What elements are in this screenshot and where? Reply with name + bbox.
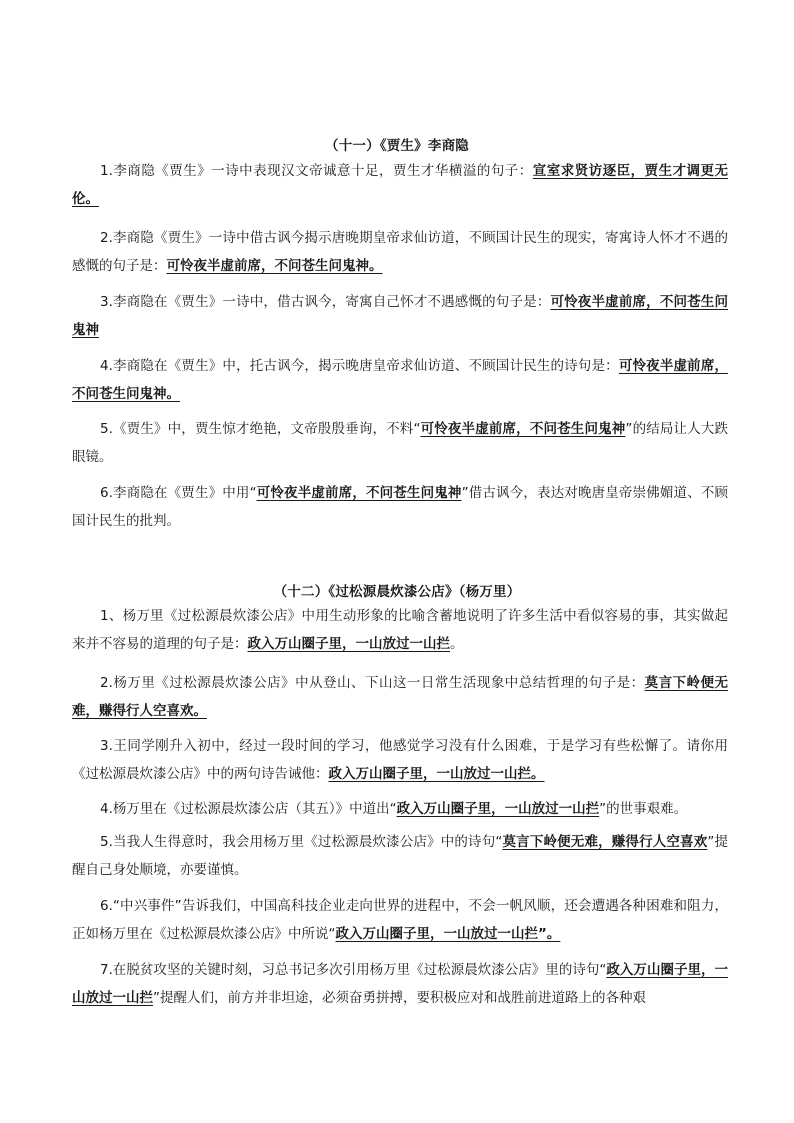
answer-text: 宣室求贤访逐臣，贾生才调更无伦。 [72, 163, 729, 207]
section-title-guosongyuan: （十二）《过松源晨炊漆公店》（杨万里） [273, 584, 521, 600]
question-item: 6.“中兴事件”告诉我们，中国高科技企业走向世界的进程中，不会一帆风顺，还会遭遇各种困难和阻力，正如杨万里在《过松源晨炊漆公店》中所说“政入万山圈子里，一山放过一山拦”。 [72, 898, 728, 942]
answer-text: 莫言下岭便无难，赚得行人空喜欢。 [72, 675, 728, 719]
question-item: 3.王同学刚升入初中，经过一段时间的学习，他感觉学习没有什么困难，于是学习有些松懈了。请你用《过松源晨炊漆公店》中的两句诗告诫他：政入万山圈子里，一山放过一山拦。 [72, 738, 728, 782]
question-item: 4.李商隐在《贾生》中，托古讽今，揭示晚唐皇帝求仙访道、不顾国计民生的诗句是：可怜夜半虚前席，不问苍生问鬼神。 [72, 358, 728, 402]
answer-text: 可怜夜半虚前席，不问苍生问鬼神。 [166, 257, 383, 274]
question-item: 6.李商隐在《贾生》中用“可怜夜半虚前席，不问苍生问鬼神”借古讽今，表达对晚唐皇帝崇佛媚道、不顾国计民生的批判。 [72, 485, 728, 529]
answer-text: 可怜夜半虚前席，不问苍生问鬼神 [72, 294, 728, 338]
question-item: 7.在脱贫攻坚的关键时刻，习总书记多次引用杨万里《过松源晨炊漆公店》里的诗句“政入万山圈子里，一山放过一山拦”提醒人们，前方并非坦途，必须奋勇拼搏，要积极应对和战胜前进道路上的各种艰 [72, 962, 729, 1006]
answer-text: 政入万山圈子里，一山放过一山拦 [247, 635, 450, 652]
question-item: 2.杨万里《过松源晨炊漆公店》中从登山、下山这一日常生活现象中总结哲理的句子是：莫言下岭便无难，赚得行人空喜欢。 [72, 675, 728, 719]
answer-text: 可怜夜半虚前席，不问苍生问鬼神。 [72, 358, 728, 402]
section-title-jiasheng: （十一）《贾生》李商隐 [325, 138, 469, 154]
question-item: 3.李商隐在《贾生》一诗中，借古讽今，寄寓自己怀才不遇感慨的句子是：可怜夜半虚前席，不问苍生问鬼神 [72, 294, 728, 338]
question-item: 5.《贾生》中，贾生惊才绝艳，文帝殷殷垂询，不料“可怜夜半虚前席，不问苍生问鬼神”的结局让人大跌眼镜。 [72, 421, 729, 465]
answer-text: 可怜夜半虚前席，不问苍生问鬼神 [420, 421, 626, 437]
question-item: 5.当我人生得意时，我会用杨万里《过松源晨炊漆公店》中的诗句“莫言下岭便无难，赚得行人空喜欢”提醒自己身处顺境，亦要谨慎。 [72, 834, 729, 878]
answer-text: 政入万山圈子里，一山放过一山拦 [396, 801, 600, 817]
question-item: 1.李商隐《贾生》一诗中表现汉文帝诚意十足，贾生才华横溢的句子：宣室求贤访逐臣，贾生才调更无伦。 [72, 163, 729, 207]
question-item: 4.杨万里在《过松源晨炊漆公店（其五）》中道出“政入万山圈子里，一山放过一山拦”的世事艰难。 [100, 801, 688, 817]
answer-text: 莫言下岭便无难，赚得行人空喜欢 [502, 834, 708, 850]
answer-text: 政入万山圈子里，一山放过一山拦”。 [335, 925, 561, 942]
answer-text: 政入万山圈子里，一山放过一山拦。 [328, 765, 545, 782]
answer-text: 可怜夜半虚前席，不问苍生问鬼神 [256, 485, 462, 501]
question-item: 1、杨万里《过松源晨炊漆公店》中用生动形象的比喻含蓄地说明了许多生活中看似容易的事，其实做起来并不容易的道理的句子是：政入万山圈子里，一山放过一山拦。 [72, 608, 728, 652]
answer-text: 政入万山圈子里，一山放过一山拦 [72, 962, 729, 1006]
question-item: 2.李商隐《贾生》一诗中借古讽今揭示唐晚期皇帝求仙访道，不顾国计民生的现实，寄寓诗人怀才不遇的感慨的句子是：可怜夜半虚前席，不问苍生问鬼神。 [72, 230, 728, 274]
